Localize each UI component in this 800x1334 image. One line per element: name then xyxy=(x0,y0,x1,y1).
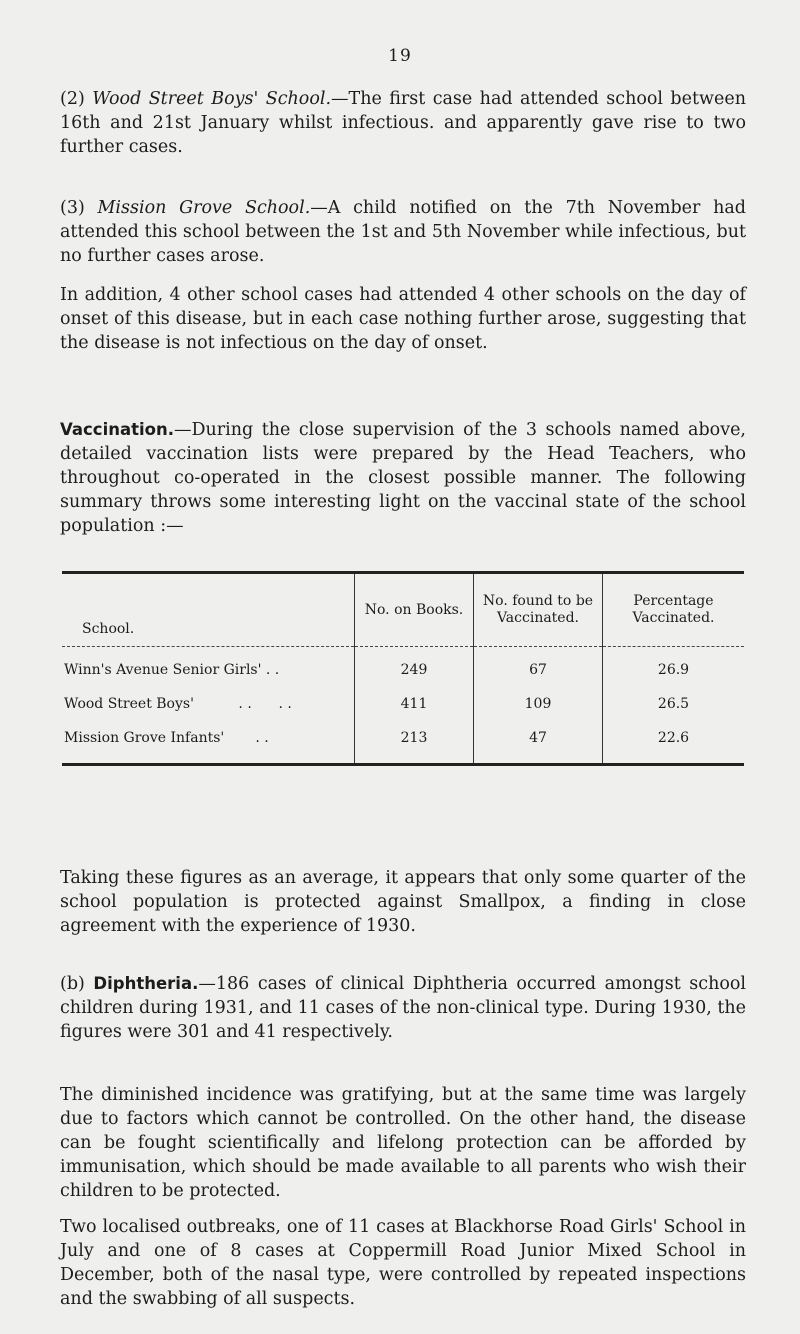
vaccinated-cell: 47 xyxy=(474,721,603,763)
vaccination-table xyxy=(62,571,744,766)
school-title: Wood Street Boys' School. xyxy=(92,89,332,109)
percentage-cell: 26.5 xyxy=(603,687,745,721)
table-row xyxy=(62,721,744,763)
paragraph-smallpox xyxy=(60,866,746,938)
vaccinated-cell: 67 xyxy=(474,647,603,688)
vaccinated-cell: 109 xyxy=(474,687,603,721)
item-number: (2) xyxy=(60,89,93,109)
table-row xyxy=(62,647,744,688)
table-header-row xyxy=(62,574,744,647)
paragraph-outbreaks xyxy=(60,1215,746,1311)
school-name-cell: Mission Grove Infants' . . xyxy=(64,730,269,746)
percentage-cell: 22.6 xyxy=(603,721,745,763)
paragraph-text: —The first case had attended school between 16th and 21st January whilst infectious. and apparently gave rise to two further cases. xyxy=(60,89,746,157)
paragraph-text: Taking these figures as an average, it appears that only some quarter of the school population is protected against Smallpox, a finding in close agreement with the experience of 1930. xyxy=(60,868,746,936)
books-cell: 411 xyxy=(355,687,474,721)
paragraph-wood-street xyxy=(60,87,746,159)
paragraph-diphtheria xyxy=(60,972,746,1044)
table-bottom-rule xyxy=(62,763,744,766)
column-header: No. found to be Vaccinated. xyxy=(474,574,603,647)
item-number: (3) xyxy=(60,198,98,218)
paragraph-text: In addition, 4 other school cases had attended 4 other schools on the day of onset of this disease, but in each case nothing further arose, suggesting that the disease is not infectious on the day of onset. xyxy=(60,285,746,353)
page-number: 19 xyxy=(388,46,412,66)
paragraph-text: —A child notified on the 7th November had attended this school between the 1st and 5th November while infectious, but no further cases arose. xyxy=(60,198,747,266)
section-heading: Vaccination. xyxy=(60,420,174,439)
school-name-cell: Wood Street Boys' . . . . xyxy=(64,696,292,712)
column-header: Percentage Vaccinated. xyxy=(603,574,745,647)
books-cell: 213 xyxy=(355,721,474,763)
paragraph-vaccination xyxy=(60,418,746,538)
item-letter: (b) xyxy=(60,974,94,994)
paragraph-text: Two localised outbreaks, one of 11 cases at Blackhorse Road Girls' School in July and one of 8 cases at Coppermill Road Junior Mixed School in December, both of the nasal type, were controlled by repeated inspections and the swabbing of all suspects. xyxy=(60,1217,746,1309)
school-name-cell: Winn's Avenue Senior Girls' . . xyxy=(64,662,280,678)
school-title: Mission Grove School. xyxy=(97,198,311,218)
section-heading: Diphtheria. xyxy=(93,974,199,993)
column-header: No. on Books. xyxy=(355,574,474,647)
paragraph-incidence xyxy=(60,1083,746,1203)
books-cell: 249 xyxy=(355,647,474,688)
paragraph-text: —186 cases of clinical Diphtheria occurred amongst school children during 1931, and 11 cases of the non-clinical type. During 1930, the figures were 301 and 41 respectively. xyxy=(60,974,747,1042)
percentage-cell: 26.9 xyxy=(603,647,745,688)
paragraph-mission-grove xyxy=(60,196,746,268)
paragraph-text: The diminished incidence was gratifying, but at the same time was largely due to factors which cannot be controlled. On the other hand, the disease can be fought scientifically and lifelong protection can be afforded by immunisation, which should be made available to all parents who wish their children to be protected. xyxy=(60,1085,746,1201)
column-header: School. xyxy=(62,574,355,647)
table-row xyxy=(62,687,744,721)
paragraph-other-schools xyxy=(60,283,746,355)
paragraph-text: —During the close supervision of the 3 schools named above, detailed vaccination lists were prepared by the Head Teachers, who throughout co-operated in the closest possible manner. The following summary throws some interesting light on the vaccinal state of the school population :— xyxy=(60,420,746,536)
